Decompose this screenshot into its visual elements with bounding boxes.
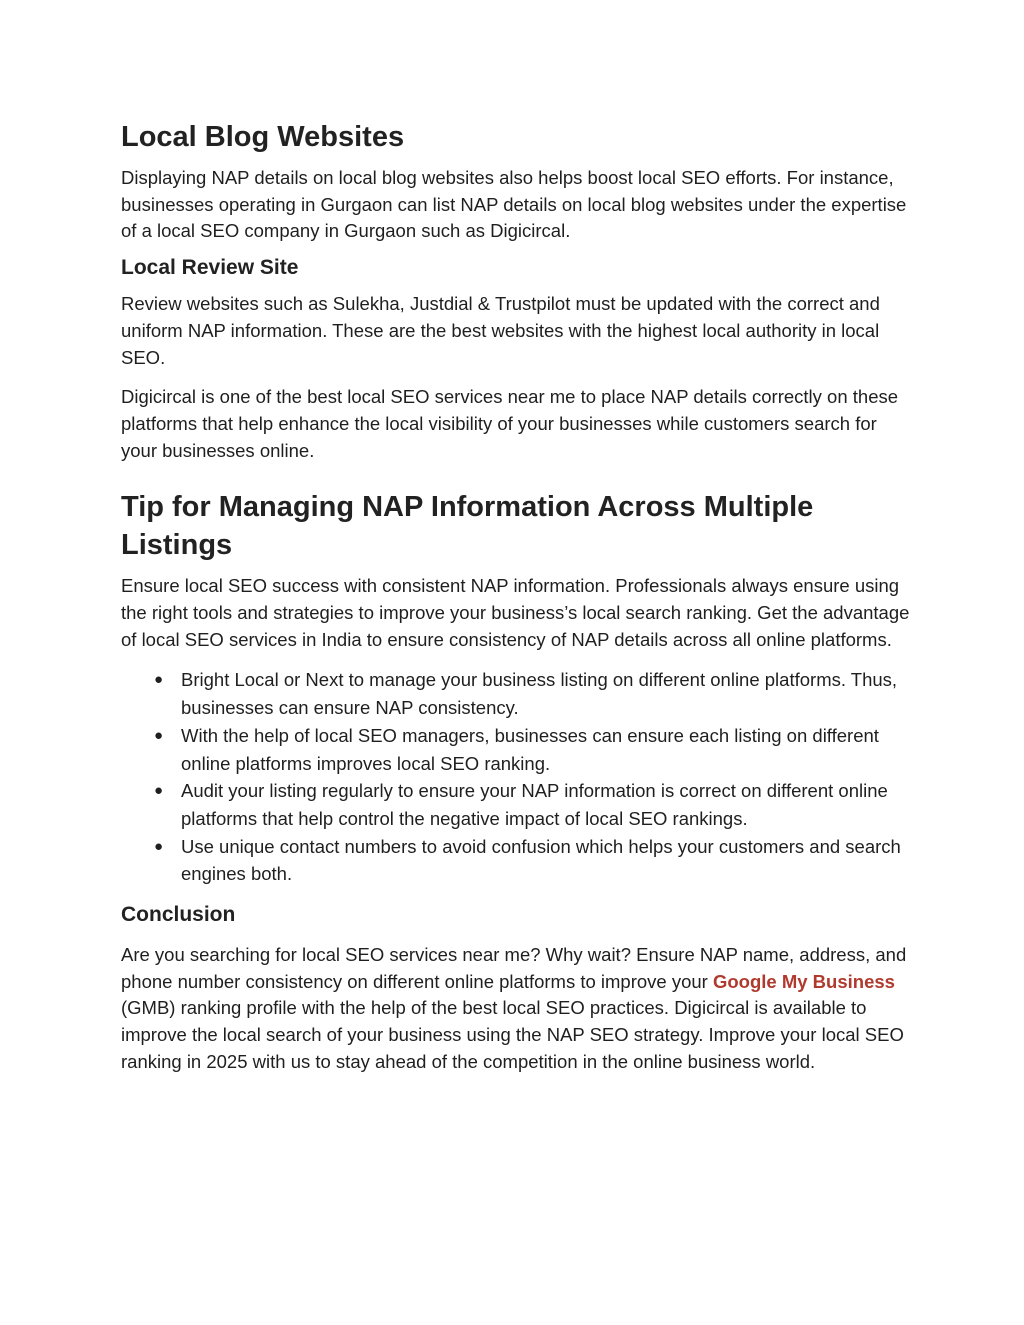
- list-item: [121, 777, 911, 832]
- conclusion-text-before-link: Are you searching for local SEO services near me? Why wait? Ensure NAP name, address, and phone number consistency on different online platforms to improve your: [121, 944, 907, 992]
- list-item-text: Audit your listing regularly to ensure your NAP information is correct on different online platforms that help control the negative impact of local SEO rankings.: [181, 780, 888, 829]
- bullet-icon: ●: [154, 782, 164, 800]
- list-item-text: With the help of local SEO managers, businesses can ensure each listing on different online platforms improves local SEO ranking.: [181, 724, 879, 774]
- paragraph-local-blog: Displaying NAP details on local blog websites also helps boost local SEO efforts. For instance, businesses operating in Gurgaon can list NAP details on local blog websites under the expertise of a local SEO company in Gurgaon such as Digicircal.: [121, 167, 907, 242]
- document-page: [121, 118, 911, 1076]
- list-item-text: Use unique contact numbers to avoid confusion which helps your customers and search engines both.: [181, 835, 901, 885]
- heading-tip-managing-nap: Tip for Managing NAP Information Across Multiple Listings: [121, 491, 814, 562]
- paragraph-tip: Ensure local SEO success with consistent NAP information. Professionals always ensure using the right tools and strategies to improve your business’s local search ranking. Get the advantage of local SEO services in India to ensure consistency of NAP details across all online platforms.: [121, 575, 910, 650]
- heading-conclusion: Conclusion: [121, 903, 236, 927]
- list-item: [121, 722, 911, 777]
- heading-local-blog-websites: Local Blog Websites: [121, 121, 405, 153]
- paragraph-local-review-1: Review websites such as Sulekha, Justdial & Trustpilot must be updated with the correct and uniform NAP information. These are the best websites with the highest local authority in local SEO.: [121, 293, 880, 368]
- heading-local-review-site: Local Review Site: [121, 256, 299, 280]
- list-item-text: Bright Local or Next to manage your business listing on different online platforms. Thus, businesses can ensure NAP consistency.: [181, 669, 898, 719]
- conclusion-text-after-link: (GMB) ranking profile with the help of the best local SEO practices. Digicircal is available to improve the local search of your business using the NAP SEO strategy. Improve your local SEO ranking in 2025 with us to stay ahead of the competition in the online business world.: [121, 997, 904, 1072]
- bullet-icon: ●: [154, 671, 164, 689]
- paragraph-local-review-2: Digicircal is one of the best local SEO services near me to place NAP details correctly on these platforms that help enhance the local visibility of your businesses while customers search for your businesses online.: [121, 386, 899, 461]
- paragraph-conclusion: [121, 942, 911, 1076]
- bullet-icon: ●: [154, 837, 164, 855]
- google-my-business-link[interactable]: Google My Business: [712, 970, 895, 992]
- list-item: [121, 666, 911, 721]
- list-item: [121, 833, 911, 888]
- tip-bullet-list: [121, 666, 911, 888]
- bullet-icon: ●: [154, 726, 164, 744]
